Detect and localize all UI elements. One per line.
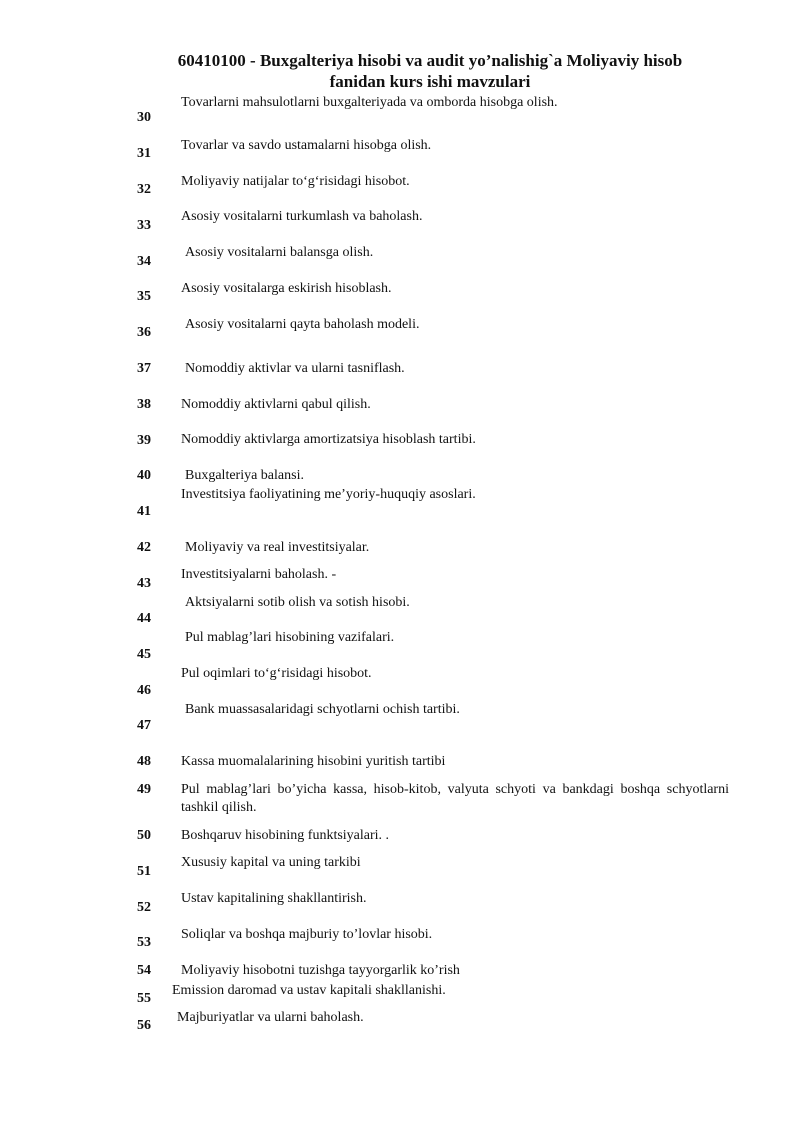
document-title-line-2: fanidan kurs ishi mavzulari (329, 72, 531, 91)
topic-number: 55 (137, 991, 151, 1006)
topic-number: 40 (137, 468, 151, 483)
topic-number: 52 (137, 900, 151, 915)
topic-text: Asosiy vositalarga eskirish hisoblash. (181, 281, 392, 296)
topic-text: Tovarlar va savdo ustamalarni hisobga olish. (181, 138, 432, 153)
topic-number: 32 (137, 182, 151, 197)
topic-text: Bank muassasalaridagi schyotlarni ochish tartibi. (185, 702, 460, 717)
topic-text: Asosiy vositalarni turkumlash va baholash. (181, 209, 423, 224)
topic-number: 41 (137, 504, 151, 519)
topic-text: Kassa muomalalarining hisobini yuritish tartibi (181, 754, 446, 769)
topic-text: Emission daromad va ustav kapitali shakllanishi. (172, 983, 446, 998)
topic-number: 53 (137, 935, 151, 950)
topic-number: 47 (137, 718, 151, 733)
document-title-line-1: 60410100 - Buxgalteriya hisobi va audit yo’nalishig`a Moliyaviy hisob (177, 51, 683, 70)
topic-text: Xususiy kapital va uning tarkibi (181, 855, 361, 870)
topic-number: 36 (137, 325, 151, 340)
topic-text: Pul mablag’lari hisobining vazifalari. (185, 630, 395, 645)
topic-number: 46 (137, 683, 151, 698)
topic-text: Investitsiya faoliyatining me’yoriy-huquqiy asoslari. (181, 487, 476, 502)
topic-number: 38 (137, 397, 151, 412)
topic-number: 35 (137, 289, 151, 304)
topic-text: Pul oqimlari to‘g‘risidagi hisobot. (181, 666, 372, 681)
topic-number: 37 (137, 361, 151, 376)
topic-text: Nomoddiy aktivlar va ularni tasniflash. (185, 361, 405, 376)
document-title (100, 50, 760, 92)
topic-number: 45 (137, 647, 151, 662)
topic-number: 48 (137, 754, 151, 769)
topic-number: 51 (137, 864, 151, 879)
topic-number: 54 (137, 963, 151, 978)
topic-text: Aktsiyalarni sotib olish va sotish hisobi. (185, 595, 410, 610)
topic-text: Investitsiyalarni baholash. - (181, 567, 337, 582)
topic-number: 34 (137, 254, 151, 269)
topic-text: Asosiy vositalarni balansga olish. (185, 245, 374, 260)
topic-number: 33 (137, 218, 151, 233)
topic-text: Nomoddiy aktivlarni qabul qilish. (181, 397, 371, 412)
topic-number: 44 (137, 611, 151, 626)
topic-number: 49 (137, 782, 151, 797)
topic-number: 31 (137, 146, 151, 161)
topic-text: Moliyaviy va real investitsiyalar. (185, 540, 370, 555)
topic-text: Moliyaviy hisobotni tuzishga tayyorgarlik ko’rish (181, 963, 460, 978)
topic-number: 43 (137, 576, 151, 591)
topic-number: 56 (137, 1018, 151, 1033)
topic-number: 50 (137, 828, 151, 843)
topic-text: Asosiy vositalarni qayta baholash modeli. (185, 317, 420, 332)
topic-text: Moliyaviy natijalar to‘g‘risidagi hisobot. (181, 174, 410, 189)
topic-number: 39 (137, 433, 151, 448)
topic-text: Ustav kapitalining shakllantirish. (181, 891, 367, 906)
topic-text: Nomoddiy aktivlarga amortizatsiya hisoblash tartibi. (181, 432, 476, 447)
topic-number: 30 (137, 110, 151, 125)
topic-text: Tovarlarni mahsulotlarni buxgalteriyada va omborda hisobga olish. (181, 95, 558, 110)
topic-text: Majburiyatlar va ularni baholash. (177, 1010, 364, 1025)
topic-number: 42 (137, 540, 151, 555)
topic-text: Pul mablag’lari bo’yicha kassa, hisob-kitob, valyuta schyoti va bankdagi boshqa schyotlarni tashkil qilish. (181, 782, 729, 815)
topic-text: Soliqlar va boshqa majburiy to’lovlar hisobi. (181, 927, 433, 942)
topic-text: Buxgalteriya balansi. (185, 468, 304, 483)
topic-text: Boshqaruv hisobining funktsiyalari. . (181, 828, 390, 843)
